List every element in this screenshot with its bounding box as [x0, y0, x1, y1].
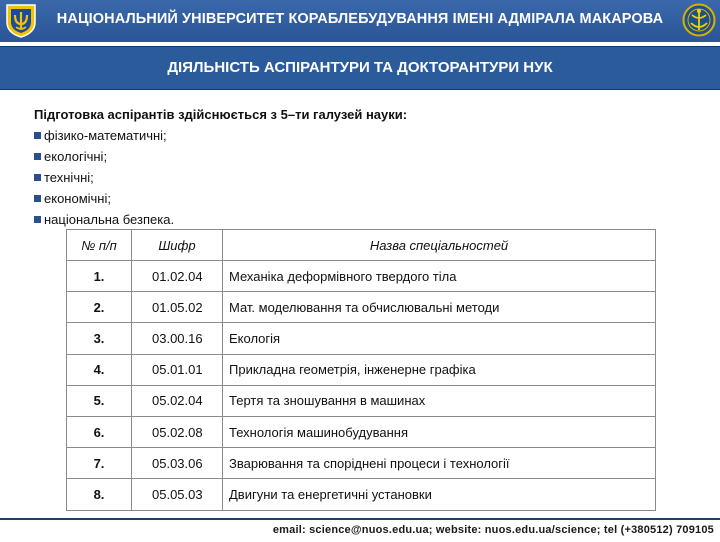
row-number: 4. [67, 354, 132, 385]
list-item [34, 209, 694, 230]
row-specialty: Зварювання та споріднені процеси і технології [223, 448, 656, 479]
row-number: 7. [67, 448, 132, 479]
list-item-label: національна безпека. [44, 212, 175, 227]
list-item [34, 125, 694, 146]
university-name: НАЦІОНАЛЬНИЙ УНІВЕРСИТЕТ КОРАБЛЕБУДУВАННЯ ІМЕНІ АДМІРАЛА МАКАРОВА [56, 11, 664, 27]
university-crest-icon [4, 2, 38, 38]
table-row [67, 261, 656, 292]
row-number: 1. [67, 261, 132, 292]
row-code: 05.02.04 [132, 385, 223, 416]
row-code: 05.03.06 [132, 448, 223, 479]
row-specialty: Механіка деформівного твердого тіла [223, 261, 656, 292]
specialties-table [66, 229, 656, 511]
row-code: 05.02.08 [132, 416, 223, 447]
list-item-label: економічні; [44, 191, 111, 206]
row-number: 2. [67, 292, 132, 323]
row-specialty: Технологія машинобудування [223, 416, 656, 447]
university-emblem-icon [682, 3, 716, 37]
header-bar [0, 0, 720, 42]
footer-bar [0, 518, 720, 542]
row-number: 6. [67, 416, 132, 447]
table-row [67, 385, 656, 416]
table-row [67, 323, 656, 354]
table-header-row [67, 230, 656, 261]
bullet-square-icon [34, 216, 41, 223]
title-bar [0, 46, 720, 90]
bullet-square-icon [34, 195, 41, 202]
table-row [67, 448, 656, 479]
row-code: 05.01.01 [132, 354, 223, 385]
contact-info: email: science@nuos.edu.ua; website: nuos.edu.ua/science; tel (+380512) 709105 [272, 524, 714, 536]
row-specialty: Екологія [223, 323, 656, 354]
row-specialty: Тертя та зношування в машинах [223, 385, 656, 416]
row-specialty: Прикладна геометрія, інженерне графіка [223, 354, 656, 385]
bullet-square-icon [34, 132, 41, 139]
page-title: ДІЯЛЬНІСТЬ АСПІРАНТУРИ ТА ДОКТОРАНТУРИ НУК [167, 59, 553, 76]
row-code: 03.00.16 [132, 323, 223, 354]
intro-section [34, 104, 694, 230]
row-code: 01.05.02 [132, 292, 223, 323]
list-item-label: технічні; [44, 170, 94, 185]
column-header-name: Назва спеціальностей [223, 230, 656, 261]
row-specialty: Мат. моделювання та обчислювальні методи [223, 292, 656, 323]
intro-heading: Підготовка аспірантів здійснюється з 5–ти галузей науки: [34, 107, 408, 122]
row-specialty: Двигуни та енергетичні установки [223, 479, 656, 510]
row-code: 05.05.03 [132, 479, 223, 510]
list-item [34, 146, 694, 167]
table-row [67, 479, 656, 510]
list-item [34, 167, 694, 188]
row-code: 01.02.04 [132, 261, 223, 292]
table-row [67, 292, 656, 323]
bullet-square-icon [34, 153, 41, 160]
row-number: 8. [67, 479, 132, 510]
list-item-label: екологічні; [44, 149, 108, 164]
list-item [34, 188, 694, 209]
column-header-number: № п/п [67, 230, 132, 261]
list-item-label: фізико-математичні; [44, 128, 167, 143]
table-row [67, 416, 656, 447]
bullet-square-icon [34, 174, 41, 181]
row-number: 3. [67, 323, 132, 354]
table-row [67, 354, 656, 385]
row-number: 5. [67, 385, 132, 416]
column-header-code: Шифр [132, 230, 223, 261]
